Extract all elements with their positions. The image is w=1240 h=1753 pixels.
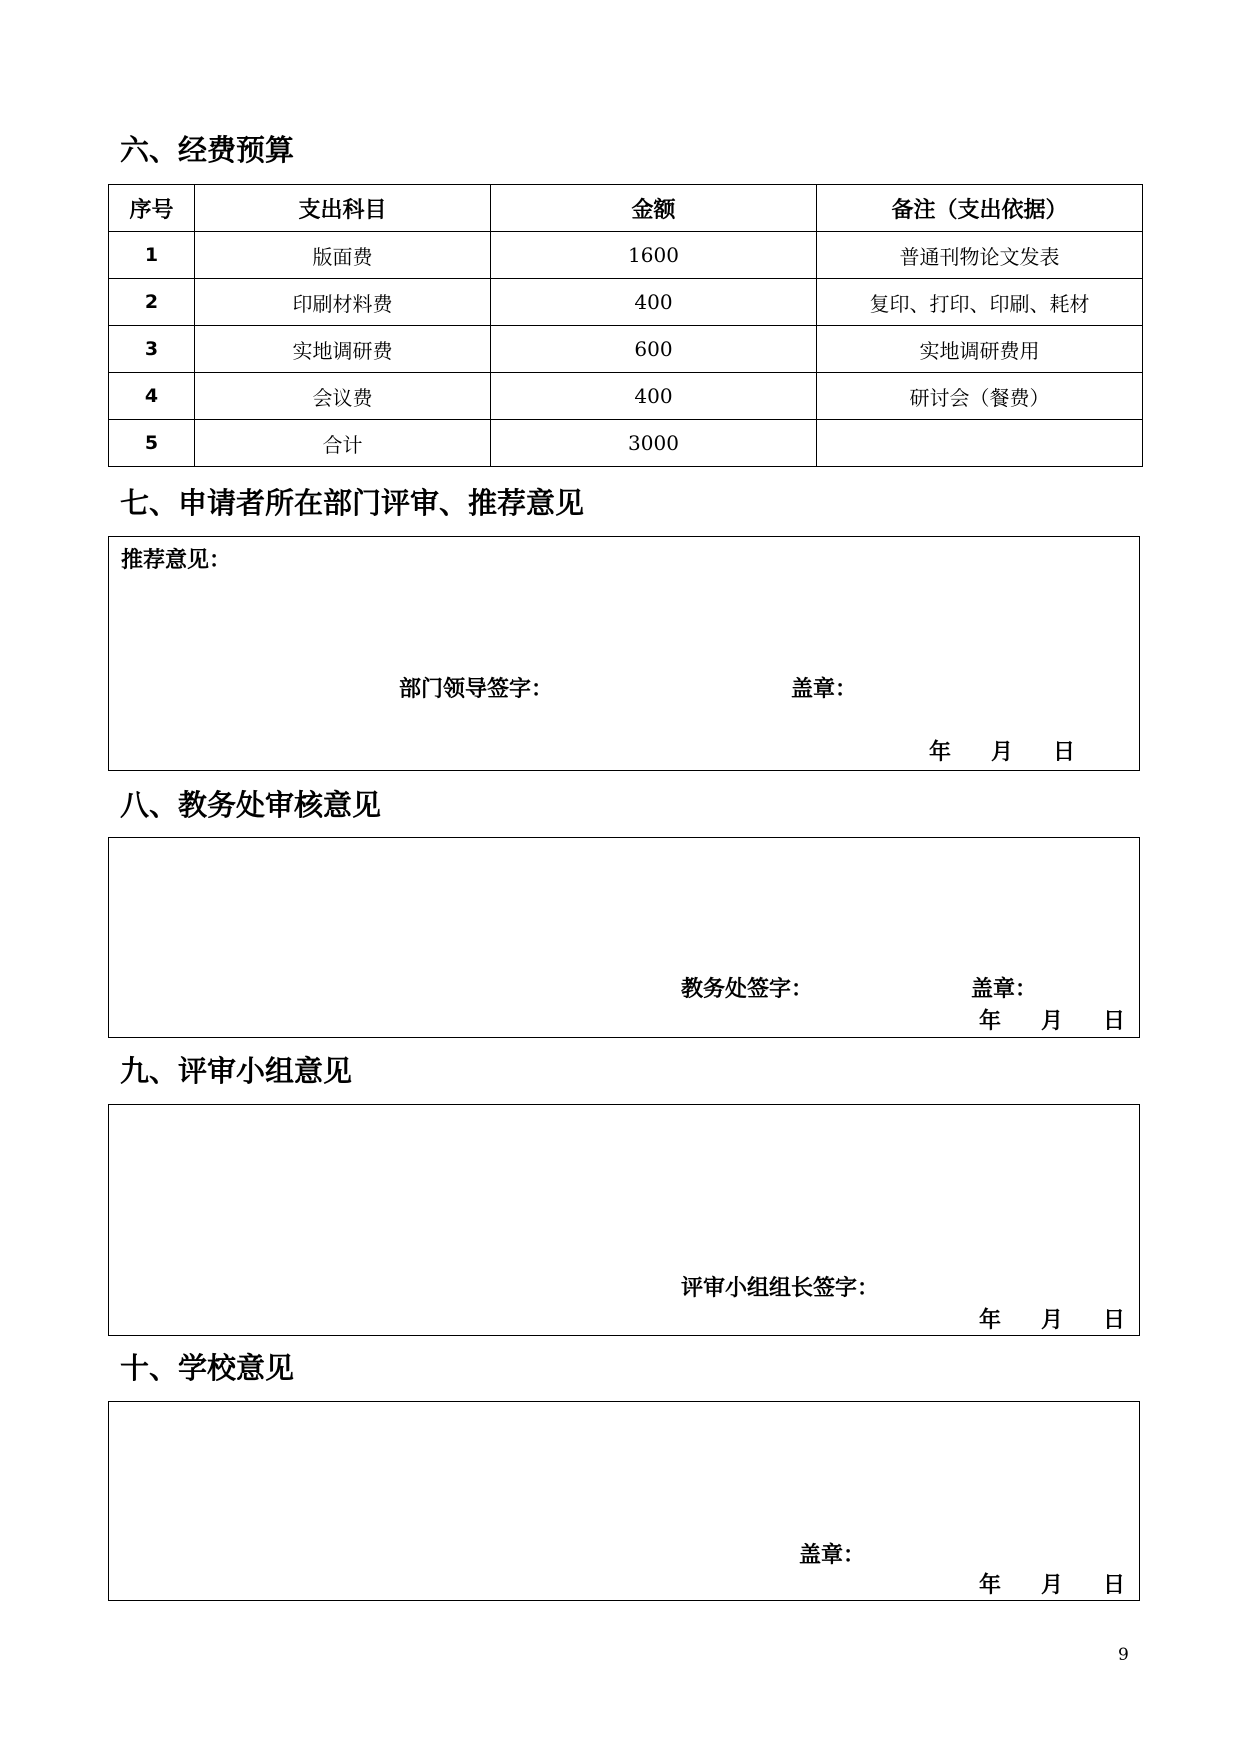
row-no: 5 [109,420,195,467]
day-label: 日 [1103,1308,1126,1333]
row-item: 印刷材料费 [195,279,491,326]
section-title-dept-review: 七、申请者所在部门评审、推荐意见 [120,486,585,520]
date-line [979,1004,1125,1035]
row-note: 普通刊物论文发表 [817,232,1143,279]
row-amount: 3000 [491,420,817,467]
academic-sign-label: 教务处签字： [681,977,814,1002]
section-title-academic-affairs: 八、教务处审核意见 [120,788,382,822]
row-note [817,420,1143,467]
row-no: 2 [109,279,195,326]
seal-label: 盖章： [971,977,1038,1002]
row-amount: 400 [491,373,817,420]
table-row [109,279,1143,326]
row-no: 1 [109,232,195,279]
section-title-budget: 六、经费预算 [120,133,295,167]
year-label: 年 [979,1308,1002,1333]
row-item: 版面费 [195,232,491,279]
section-title-school: 十、学校意见 [120,1351,295,1385]
table-header-row [109,185,1143,232]
day-label: 日 [1053,740,1076,765]
review-panel-box [108,1104,1140,1336]
month-label: 月 [1041,1308,1064,1333]
table-row [109,326,1143,373]
date-line [979,1568,1125,1599]
row-no: 3 [109,326,195,373]
row-amount: 1600 [491,232,817,279]
day-label: 日 [1103,1009,1126,1034]
row-note: 实地调研费用 [817,326,1143,373]
seal-label: 盖章： [799,1543,866,1568]
table-row [109,232,1143,279]
row-no: 4 [109,373,195,420]
section-title-review-panel: 九、评审小组意见 [120,1054,353,1088]
date-line [929,735,1075,766]
opinion-label: 推荐意见： [121,548,232,573]
row-item: 合计 [195,420,491,467]
col-header-note: 备注（支出依据） [817,185,1143,232]
panel-leader-sign-label: 评审小组组长签字： [681,1276,880,1301]
year-label: 年 [979,1009,1002,1034]
dept-review-box [108,536,1140,771]
day-label: 日 [1103,1573,1126,1598]
month-label: 月 [1041,1009,1064,1034]
row-amount: 600 [491,326,817,373]
month-label: 月 [1041,1573,1064,1598]
seal-label: 盖章： [791,677,858,702]
table-row [109,373,1143,420]
row-note: 研讨会（餐费） [817,373,1143,420]
leader-sign-label: 部门领导签字： [399,677,554,702]
row-note: 复印、打印、印刷、耗材 [817,279,1143,326]
year-label: 年 [929,740,952,765]
col-header-item: 支出科目 [195,185,491,232]
budget-table [108,184,1143,467]
month-label: 月 [991,740,1014,765]
table-row-total [109,420,1143,467]
row-item: 会议费 [195,373,491,420]
row-amount: 400 [491,279,817,326]
col-header-amount: 金额 [491,185,817,232]
academic-affairs-box [108,837,1140,1038]
date-line [979,1303,1125,1334]
col-header-no: 序号 [109,185,195,232]
school-opinion-box [108,1401,1140,1601]
year-label: 年 [979,1573,1002,1598]
row-item: 实地调研费 [195,326,491,373]
page-number: 9 [1118,1645,1129,1665]
